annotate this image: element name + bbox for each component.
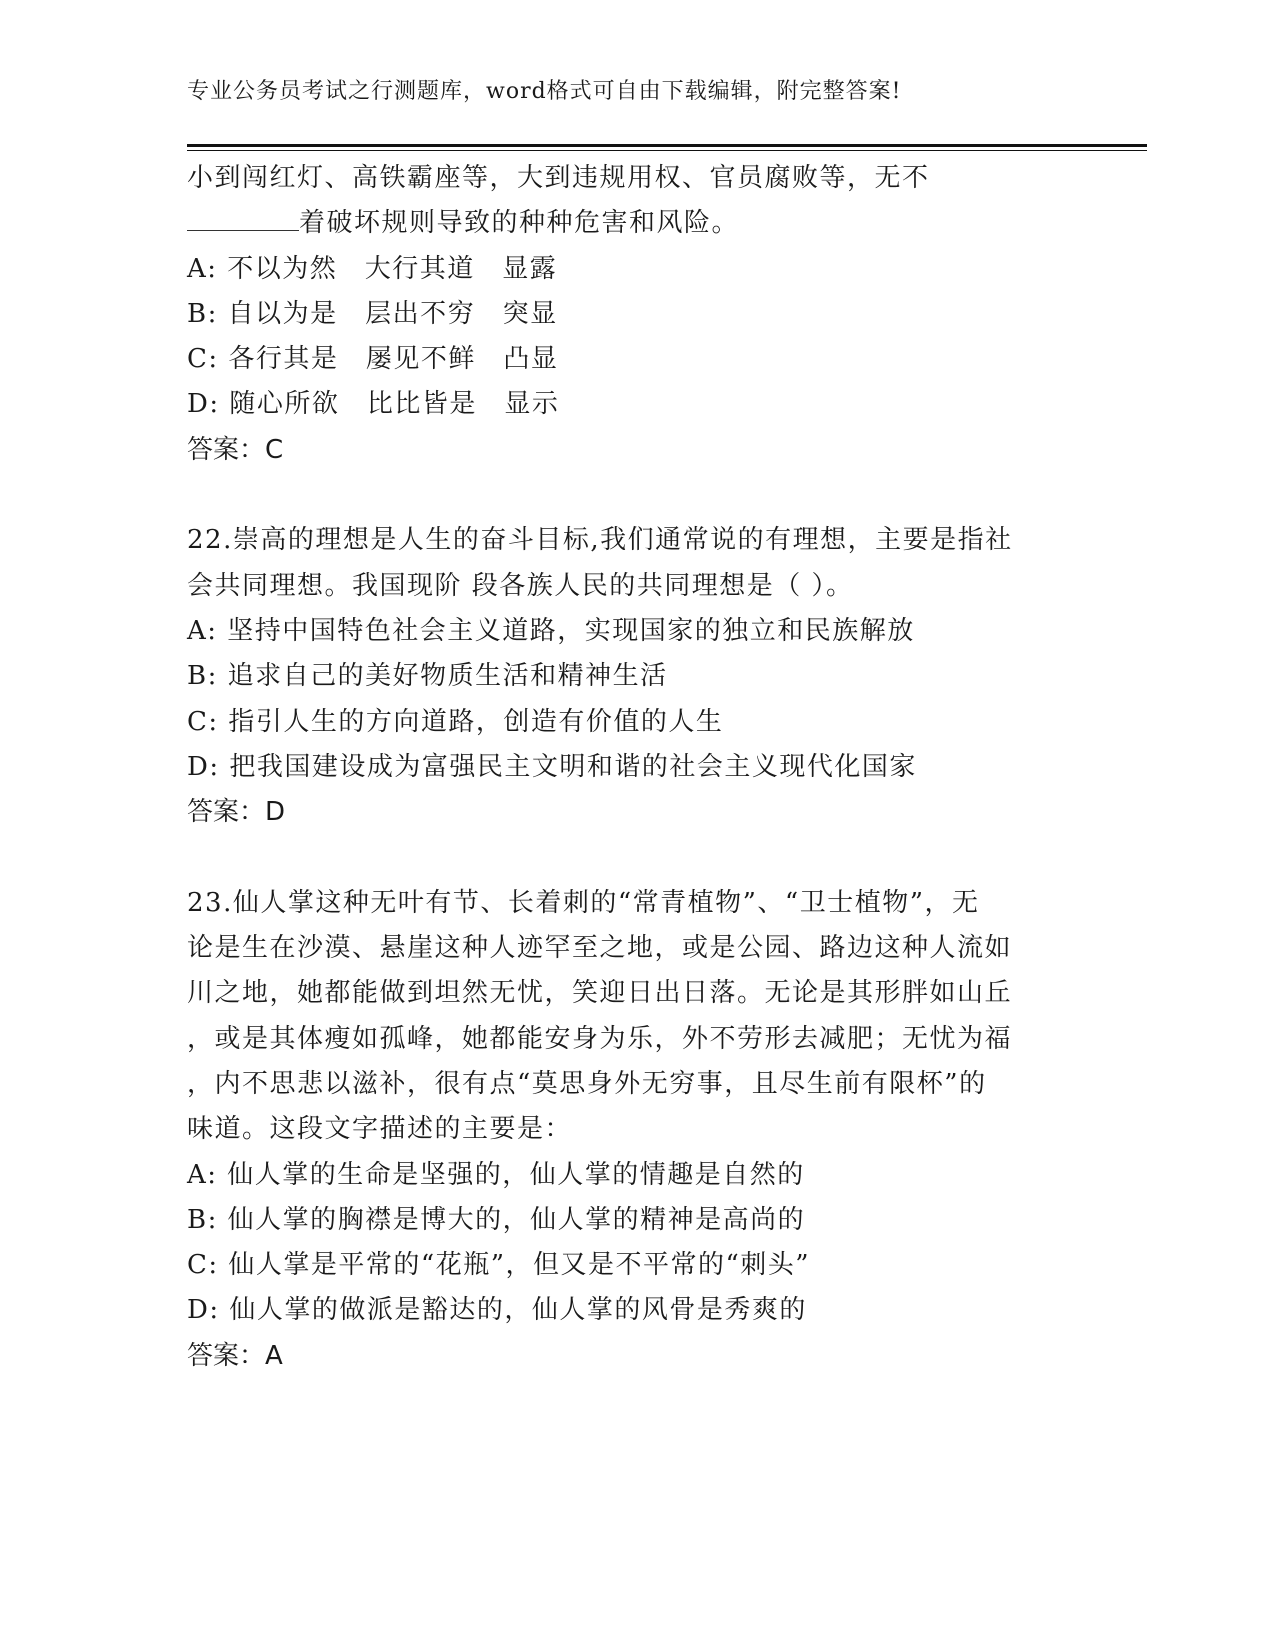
page-header: 专业公务员考试之行测题库，word格式可自由下载编辑，附完整答案! xyxy=(187,79,902,104)
option-c: C: 指引人生的方向道路，创造有价值的人生 xyxy=(187,706,724,737)
header-rule-thin xyxy=(187,150,1147,151)
option-d: D: 把我国建设成为富强民主文明和谐的社会主义现代化国家 xyxy=(187,751,917,782)
option-a: A: 坚持中国特色社会主义道路，实现国家的独立和民族解放 xyxy=(187,615,915,646)
fill-blank xyxy=(187,204,299,231)
answer-line: 答案：D xyxy=(187,797,286,828)
option-b: B: 仙人掌的胸襟是博大的，仙人掌的精神是高尚的 xyxy=(187,1204,806,1235)
answer-line: 答案：C xyxy=(187,434,284,465)
question-21 xyxy=(187,156,1147,473)
question-stem-line: 会共同理想。我国现阶 段各族人民的共同理想是（ ）。 xyxy=(187,570,854,601)
question-stem-line: ，内不思悲以滋补，很有点“莫思身外无穷事，且尽生前有限杯”的 xyxy=(187,1068,987,1099)
spacer xyxy=(187,835,1147,880)
option-b: B: 追求自己的美好物质生活和精神生活 xyxy=(187,661,668,692)
question-stem-line: 小到闯红灯、高铁霸座等，大到违规用权、官员腐败等，无不 xyxy=(187,163,930,193)
question-stem-line xyxy=(187,201,1147,246)
answer-line: 答案：A xyxy=(187,1340,283,1371)
question-content xyxy=(187,156,1147,1379)
option-a: A: 仙人掌的生命是坚强的，仙人掌的情趣是自然的 xyxy=(187,1159,805,1190)
option-d: D: 随心所欲 比比皆是 显示 xyxy=(187,389,560,420)
option-c: C: 各行其是 屡见不鲜 凸显 xyxy=(187,344,559,375)
question-22 xyxy=(187,518,1147,835)
option-c: C: 仙人掌是平常的“花瓶”，但又是不平常的“刺头” xyxy=(187,1250,811,1281)
question-stem-line: 味道。这段文字描述的主要是： xyxy=(187,1114,573,1145)
question-stem-line: ，或是其体瘦如孤峰，她都能安身为乐，外不劳形去减肥；无忧为福 xyxy=(187,1023,1013,1054)
option-d: D: 仙人掌的做派是豁达的，仙人掌的风骨是秀爽的 xyxy=(187,1295,807,1326)
option-a: A: 不以为然 大行其道 显露 xyxy=(187,253,558,284)
spacer xyxy=(187,473,1147,518)
option-b: B: 自以为是 层出不穷 突显 xyxy=(187,298,558,329)
question-stem-line: 论是生在沙漠、悬崖这种人迹罕至之地，或是公园、路边这种人流如 xyxy=(187,933,1013,964)
question-stem-text: 着破坏规则导致的种种危害和风险。 xyxy=(299,208,740,239)
header-rule-thick xyxy=(187,144,1147,147)
question-stem-line: 川之地，她都能做到坦然无忧，笑迎日出日落。无论是其形胖如山丘 xyxy=(187,978,1013,1009)
question-stem-line: 22.崇高的理想是人生的奋斗目标,我们通常说的有理想，主要是指社 xyxy=(187,525,1013,556)
question-stem-line: 23.仙人掌这种无叶有节、长着刺的“常青植物”、“卫士植物”，无 xyxy=(187,887,980,918)
question-23 xyxy=(187,881,1147,1379)
